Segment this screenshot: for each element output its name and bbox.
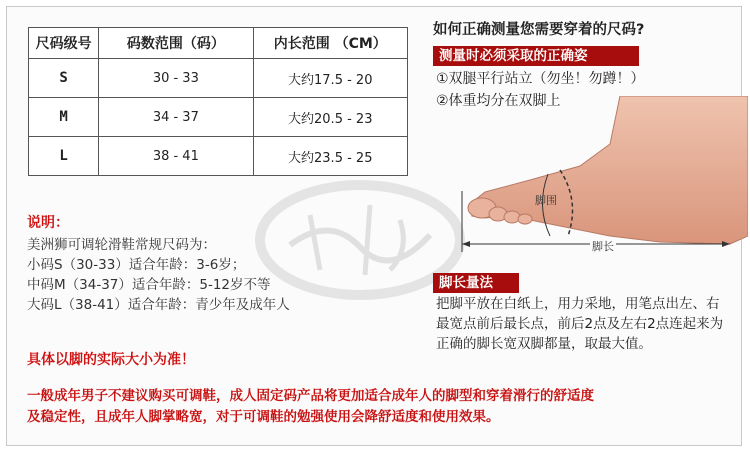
table-header-row	[29, 28, 408, 59]
size-cell: L	[29, 137, 99, 176]
foot-illustration	[430, 96, 748, 266]
method-tag: 脚长量法	[433, 273, 519, 293]
footer-line: 及稳定性，且成年人脚掌略宽，对于可调鞋的勉强使用会降舒适度和使用效果。	[27, 409, 500, 425]
measure-question-title: 如何正确测量您需要穿着的尺码?	[433, 22, 645, 38]
notes-line: 小码S（30-33）适合年龄：3-6岁；	[27, 257, 246, 273]
footer-line: 一般成年男子不建议购买可调鞋，成人固定码产品将更加适合成年人的脚型和穿着滑行的舒适度	[27, 388, 594, 404]
size-cell: S	[29, 59, 99, 98]
length-cell: 大约20.5 - 23	[253, 98, 408, 137]
notes-line: 中码M（34-37）适合年龄：5-12岁不等	[27, 277, 271, 293]
size-table	[28, 27, 408, 176]
method-text: 把脚平放在白纸上，用力采地，用笔点出左、右最宽点前后最长点，前后2点及左右2点连起来为正确的脚长宽双脚都量，取最大值。	[436, 296, 724, 352]
foot-length-label: 脚长	[592, 240, 614, 253]
length-cell: 大约17.5 - 20	[253, 59, 408, 98]
size-cell: M	[29, 98, 99, 137]
notes-line: 大码L（38-41）适合年龄：青少年及成年人	[27, 297, 290, 313]
posture-tag: 测量时必须采取的正确姿	[433, 46, 639, 66]
header-size-range: 码数范围（码）	[99, 28, 253, 59]
foot-width-label: 脚围	[535, 194, 557, 207]
range-cell: 38 - 41	[99, 137, 253, 176]
tip-line: ②体重均分在双脚上	[436, 93, 561, 109]
range-cell: 30 - 33	[99, 59, 253, 98]
table-row	[29, 98, 408, 137]
notes-title: 说明：	[27, 215, 69, 231]
notes-block	[27, 213, 417, 315]
emphasis-note: 具体以脚的实际大小为准！	[27, 352, 195, 368]
tip-line: ①双腿平行站立（勿坐！勿蹲！）	[436, 71, 645, 87]
table-row	[29, 59, 408, 98]
range-cell: 34 - 37	[99, 98, 253, 137]
footer-note	[27, 386, 727, 428]
header-size-level: 尺码级号	[29, 28, 99, 59]
table-row	[29, 137, 408, 176]
length-cell: 大约23.5 - 25	[253, 137, 408, 176]
notes-line: 美洲狮可调轮滑鞋常规尺码为：	[27, 237, 216, 253]
header-inner-length: 内长范围 （CM）	[253, 28, 408, 59]
